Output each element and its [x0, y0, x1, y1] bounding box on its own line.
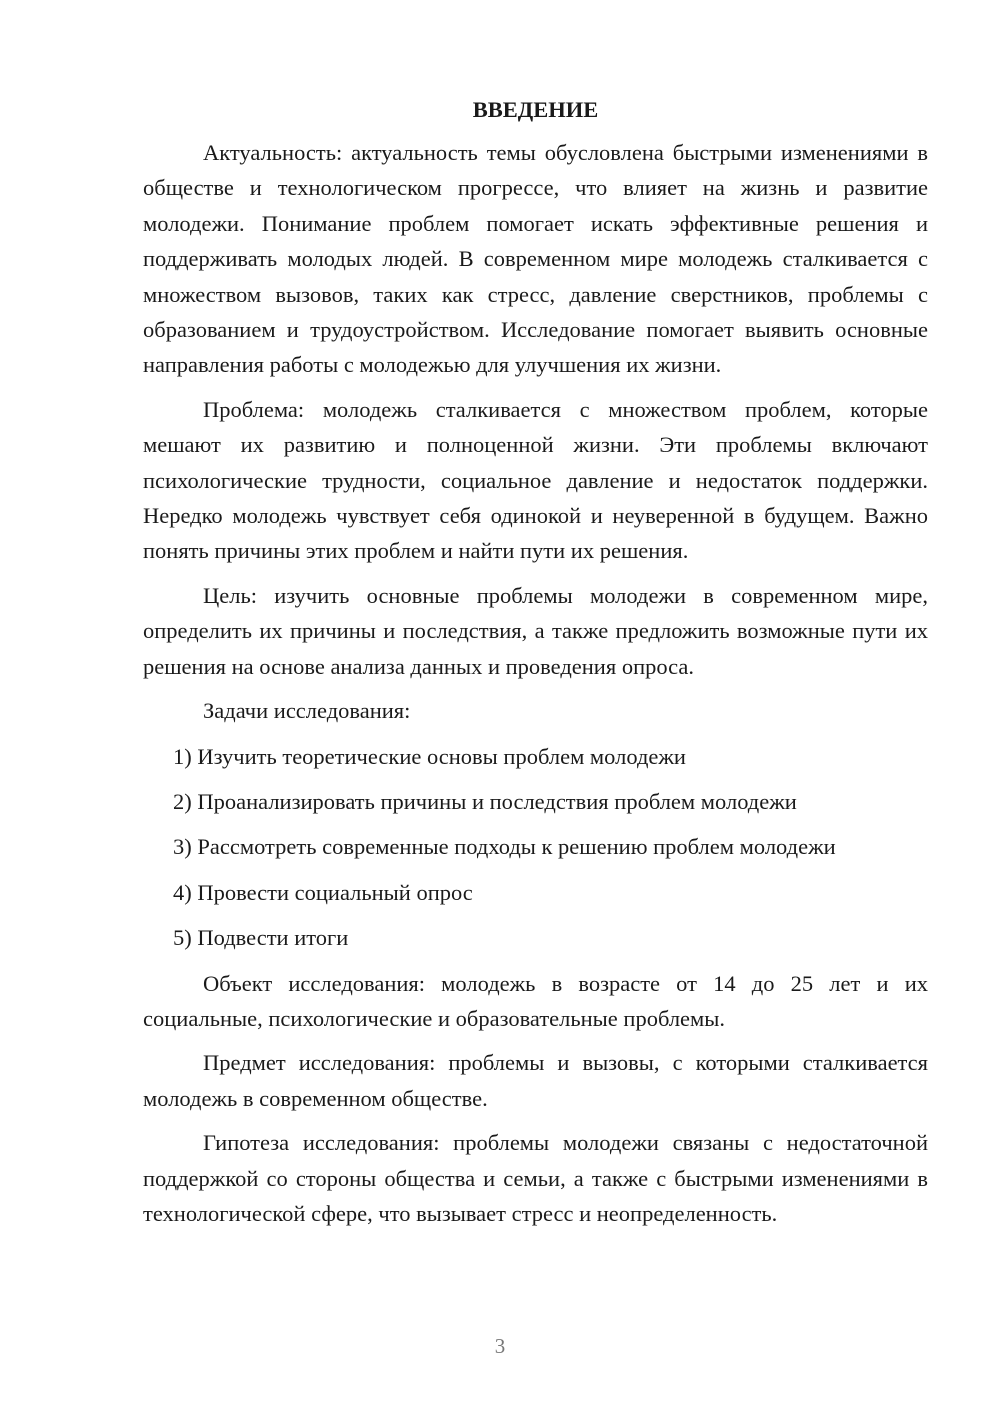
- paragraph-object: Объект исследования: молодежь в возрасте от 14 до 25 лет и их социальные, психологические и образовательные проблемы.: [143, 970, 928, 1031]
- paragraph-hypothesis: Гипотеза исследования: проблемы молодежи связаны с недостаточной поддержкой со стороны общества и семьи, а также с быстрыми изменениями в технологической сфере, что вызывает стресс и неопределенность.: [143, 1130, 928, 1226]
- task-list: [143, 739, 928, 956]
- document-page: [143, 92, 928, 1240]
- task-item: 1) Изучить теоретические основы проблем молодежи: [173, 743, 686, 769]
- paragraph-goal: Цель: изучить основные проблемы молодежи в современном мире, определить их причины и последствия, а также предложить возможные пути их решения на основе анализа данных и проведения опроса.: [143, 582, 928, 679]
- page-number: 3: [494, 1334, 506, 1358]
- task-item: 4) Провести социальный опрос: [173, 879, 473, 905]
- paragraph-problem: Проблема: молодежь сталкивается с множеством проблем, которые мешают их развитию и полноценной жизни. Эти проблемы включают психологические трудности, социальное давление и недостаток поддержки. Нередко молодежь чувствует себя одинокой и неуверенной в будущем. Важно понять причины этих проблем и найти пути их решения.: [143, 396, 928, 564]
- task-item: 5) Подвести итоги: [173, 925, 349, 951]
- paragraph-subject: Предмет исследования: проблемы и вызовы, с которыми сталкивается молодежь в современном обществе.: [143, 1050, 928, 1111]
- task-item: 3) Рассмотреть современные подходы к решению проблем молодежи: [173, 834, 836, 860]
- paragraph-relevance: Актуальность: актуальность темы обусловлена быстрыми изменениями в обществе и технологическом прогрессе, что влияет на жизнь и развитие молодежи. Понимание проблем помогает искать эффективные решения и поддерживать молодых людей. В современном мире молодежь сталкивается с множеством вызовов, таких как стресс, давление сверстников, проблемы с образованием и трудоустройством. Исследование помогает выявить основные направления работы с молодежью для улучшения их жизни.: [143, 140, 928, 378]
- tasks-heading: Задачи исследования:: [203, 698, 411, 724]
- task-item: 2) Проанализировать причины и последствия проблем молодежи: [173, 788, 797, 814]
- section-title: ВВЕДЕНИЕ: [472, 97, 599, 122]
